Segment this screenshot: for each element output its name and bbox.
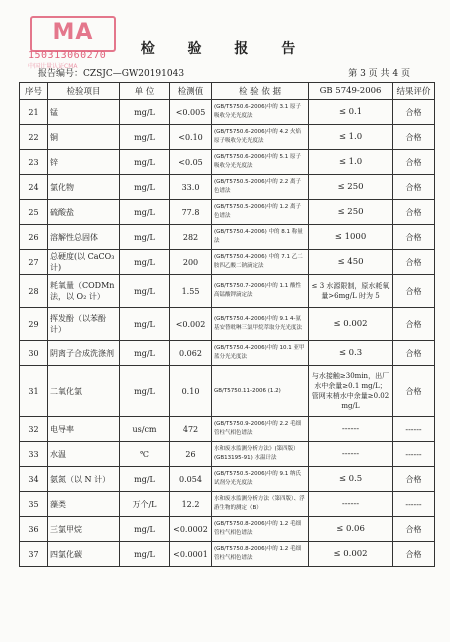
cell-row-number: 33: [20, 442, 48, 467]
cell-result-evaluation: 合格: [393, 366, 435, 417]
cell-test-basis: GB/T5750.11-2006 (1.2): [212, 366, 309, 417]
table-header-row: [20, 83, 435, 100]
cell-measured-value: <0.005: [170, 100, 212, 125]
cell-item-name: 锌: [48, 150, 120, 175]
cell-test-basis: 水和废水监测分析方法（第四版）、浮游生物的测定（B）: [212, 492, 309, 517]
stamp-subtext: 中国计量认证CMA: [28, 63, 78, 70]
cell-unit: mg/L: [120, 175, 170, 200]
cell-test-basis: (GB/T5750.8-2006)中的 1.2 毛细管柱气相色谱法: [212, 542, 309, 567]
cell-row-number: 34: [20, 467, 48, 492]
cell-result-evaluation: 合格: [393, 341, 435, 366]
cell-result-evaluation: 合格: [393, 225, 435, 250]
cell-result-evaluation: ------: [393, 417, 435, 442]
table-row: [20, 175, 435, 200]
cell-test-basis: (GB/T5750.7-2006)中的 1.1 酸性高锰酸钾滴定法: [212, 275, 309, 308]
cell-result-evaluation: 合格: [393, 467, 435, 492]
report-number: 报告编号：CZSJC—GW20191043: [38, 69, 185, 79]
table-row: [20, 467, 435, 492]
cell-test-basis: (GB/T5750.4-2006) 中的 8.1 称量法: [212, 225, 309, 250]
cell-standard-limit: ------: [309, 417, 393, 442]
cell-result-evaluation: 合格: [393, 250, 435, 275]
cell-unit: mg/L: [120, 366, 170, 417]
cell-test-basis: (GB/T5750.4-2006)中的 10.1 亚甲蓝分光光度法: [212, 341, 309, 366]
cell-standard-limit: ≤ 0.002: [309, 542, 393, 567]
cell-item-name: 三氯甲烷: [48, 517, 120, 542]
cell-test-basis: (GB/T5750.4-2006) 中的 7.1 乙二胺四乙酸二钠滴定法: [212, 250, 309, 275]
cell-item-name: 硫酸盐: [48, 200, 120, 225]
cell-result-evaluation: 合格: [393, 175, 435, 200]
cell-row-number: 29: [20, 308, 48, 341]
cell-test-basis: 水和废水监测分析方法》(第四版）(GB13195-91) 水温计法: [212, 442, 309, 467]
cell-standard-limit: ≤ 0.06: [309, 517, 393, 542]
cell-test-basis: (GB/T5750.6-2006)中的 4.2 火焰原子吸收分光光度法: [212, 125, 309, 150]
cell-standard-limit: ≤ 1.0: [309, 125, 393, 150]
cell-row-number: 31: [20, 366, 48, 417]
cell-unit: mg/L: [120, 542, 170, 567]
cell-unit: mg/L: [120, 150, 170, 175]
page-title: 检 验 报 告: [140, 41, 310, 57]
cell-unit: mg/L: [120, 341, 170, 366]
table-row: [20, 417, 435, 442]
cell-item-name: 氯化物: [48, 175, 120, 200]
cell-row-number: 30: [20, 341, 48, 366]
cell-test-basis: (GB/T5750.5-2006)中的 9.1 纳氏试剂分光光度法: [212, 467, 309, 492]
cell-item-name: 二氧化氯: [48, 366, 120, 417]
table-row: [20, 442, 435, 467]
cell-row-number: 21: [20, 100, 48, 125]
cell-unit: 万个/L: [120, 492, 170, 517]
cell-standard-limit: ≤ 3 水源限制，原水耗氧量>6mg/L 时为 5: [309, 275, 393, 308]
cell-measured-value: 0.054: [170, 467, 212, 492]
col-header-result: 结果评价: [393, 83, 435, 100]
table-row: [20, 308, 435, 341]
cell-result-evaluation: 合格: [393, 542, 435, 567]
cell-measured-value: 0.10: [170, 366, 212, 417]
cell-result-evaluation: 合格: [393, 308, 435, 341]
cell-row-number: 25: [20, 200, 48, 225]
cell-result-evaluation: ------: [393, 442, 435, 467]
cell-measured-value: 472: [170, 417, 212, 442]
cell-standard-limit: ≤ 1.0: [309, 150, 393, 175]
cell-standard-limit: ------: [309, 442, 393, 467]
table-row: [20, 341, 435, 366]
cell-item-name: 阴离子合成洗涤剂: [48, 341, 120, 366]
cell-unit: mg/L: [120, 275, 170, 308]
cell-item-name: 电导率: [48, 417, 120, 442]
cell-measured-value: <0.10: [170, 125, 212, 150]
cell-unit: mg/L: [120, 250, 170, 275]
cell-measured-value: 200: [170, 250, 212, 275]
cell-measured-value: 282: [170, 225, 212, 250]
col-header-item: 检验项目: [48, 83, 120, 100]
table-row: [20, 542, 435, 567]
cell-result-evaluation: 合格: [393, 275, 435, 308]
cell-measured-value: 77.8: [170, 200, 212, 225]
cell-unit: mg/L: [120, 125, 170, 150]
cell-measured-value: 26: [170, 442, 212, 467]
cell-standard-limit: ------: [309, 492, 393, 517]
table-row: [20, 200, 435, 225]
cell-measured-value: <0.05: [170, 150, 212, 175]
cell-unit: mg/L: [120, 100, 170, 125]
cell-row-number: 27: [20, 250, 48, 275]
col-header-value: 检测值: [170, 83, 212, 100]
cell-item-name: 总硬度(以 CaCO₃ 计): [48, 250, 120, 275]
cell-standard-limit: ≤ 0.3: [309, 341, 393, 366]
cell-row-number: 23: [20, 150, 48, 175]
cell-item-name: 水温: [48, 442, 120, 467]
cell-row-number: 28: [20, 275, 48, 308]
cell-standard-limit: ≤ 450: [309, 250, 393, 275]
cell-result-evaluation: 合格: [393, 100, 435, 125]
page-number: 第 3 页 共 4 页: [348, 69, 410, 79]
table-row: [20, 250, 435, 275]
cell-item-name: 氨氮（以 N 计）: [48, 467, 120, 492]
inspection-table: [19, 82, 435, 567]
cell-row-number: 26: [20, 225, 48, 250]
cell-item-name: 锰: [48, 100, 120, 125]
cma-stamp-logo: MA: [30, 16, 116, 52]
cell-standard-limit: ≤ 0.1: [309, 100, 393, 125]
cell-measured-value: <0.0002: [170, 517, 212, 542]
cell-row-number: 22: [20, 125, 48, 150]
cell-measured-value: 0.062: [170, 341, 212, 366]
cell-item-name: 耗氧量（CODMn 法，以 O₂ 计）: [48, 275, 120, 308]
cell-measured-value: <0.0001: [170, 542, 212, 567]
col-header-unit: 单 位: [120, 83, 170, 100]
table-row: [20, 517, 435, 542]
cell-standard-limit: ≤ 1000: [309, 225, 393, 250]
cell-unit: mg/L: [120, 200, 170, 225]
table-row: [20, 150, 435, 175]
cell-unit: mg/L: [120, 517, 170, 542]
cell-unit: ℃: [120, 442, 170, 467]
cell-measured-value: 1.55: [170, 275, 212, 308]
cell-row-number: 36: [20, 517, 48, 542]
cell-standard-limit: ≤ 250: [309, 200, 393, 225]
cell-item-name: 四氯化碳: [48, 542, 120, 567]
table-row: [20, 125, 435, 150]
cell-measured-value: 12.2: [170, 492, 212, 517]
cell-unit: mg/L: [120, 225, 170, 250]
table-row: [20, 100, 435, 125]
table-row: [20, 492, 435, 517]
cell-test-basis: (GB/T5750.5-2006)中的 2.2 离子色谱法: [212, 175, 309, 200]
cell-row-number: 37: [20, 542, 48, 567]
cell-test-basis: (GB/T5750.8-2006)中的 1.2 毛细管柱气相色谱法: [212, 517, 309, 542]
cell-unit: us/cm: [120, 417, 170, 442]
cell-result-evaluation: 合格: [393, 125, 435, 150]
cell-test-basis: (GB/T5750.5-2006)中的 1.2 离子色谱法: [212, 200, 309, 225]
cell-result-evaluation: 合格: [393, 150, 435, 175]
cell-test-basis: (GB/T5750.6-2006)中的 3.1 原子吸收分光光度法: [212, 100, 309, 125]
cell-unit: mg/L: [120, 467, 170, 492]
col-header-no: 序号: [20, 83, 48, 100]
cell-result-evaluation: ------: [393, 492, 435, 517]
cell-item-name: 铜: [48, 125, 120, 150]
cell-measured-value: 33.0: [170, 175, 212, 200]
cell-result-evaluation: 合格: [393, 200, 435, 225]
cell-item-name: 藻类: [48, 492, 120, 517]
cell-test-basis: (GB/T5750.9-2006)中的 2.2 毛细管柱气相色谱法: [212, 417, 309, 442]
cell-item-name: 溶解性总固体: [48, 225, 120, 250]
cell-row-number: 32: [20, 417, 48, 442]
cell-standard-limit: ≤ 0.002: [309, 308, 393, 341]
cell-measured-value: <0.002: [170, 308, 212, 341]
cell-test-basis: (GB/T5750.6-2006)中的 5.1 原子吸收分光光度法: [212, 150, 309, 175]
cell-standard-limit: ≤ 0.5: [309, 467, 393, 492]
cell-unit: mg/L: [120, 308, 170, 341]
cell-row-number: 24: [20, 175, 48, 200]
col-header-basis: 检 验 依 据: [212, 83, 309, 100]
cell-result-evaluation: 合格: [393, 517, 435, 542]
stamp-number: 150313060270: [28, 50, 107, 61]
cell-row-number: 35: [20, 492, 48, 517]
col-header-standard: GB 5749-2006: [309, 83, 393, 100]
cell-standard-limit: ≤ 250: [309, 175, 393, 200]
cell-test-basis: (GB/T5750.4-2006)中的 9.1 4-氨基安替吡啉三氯甲烷萃取分光光度法: [212, 308, 309, 341]
table-row: [20, 275, 435, 308]
cell-item-name: 挥发酚（以苯酚计）: [48, 308, 120, 341]
table-row: [20, 366, 435, 417]
cell-standard-limit: 与水接触≥30min，出厂水中余量≥0.1 mg/L；管网末梢水中余量≥0.02 mg/L: [309, 366, 393, 417]
table-row: [20, 225, 435, 250]
